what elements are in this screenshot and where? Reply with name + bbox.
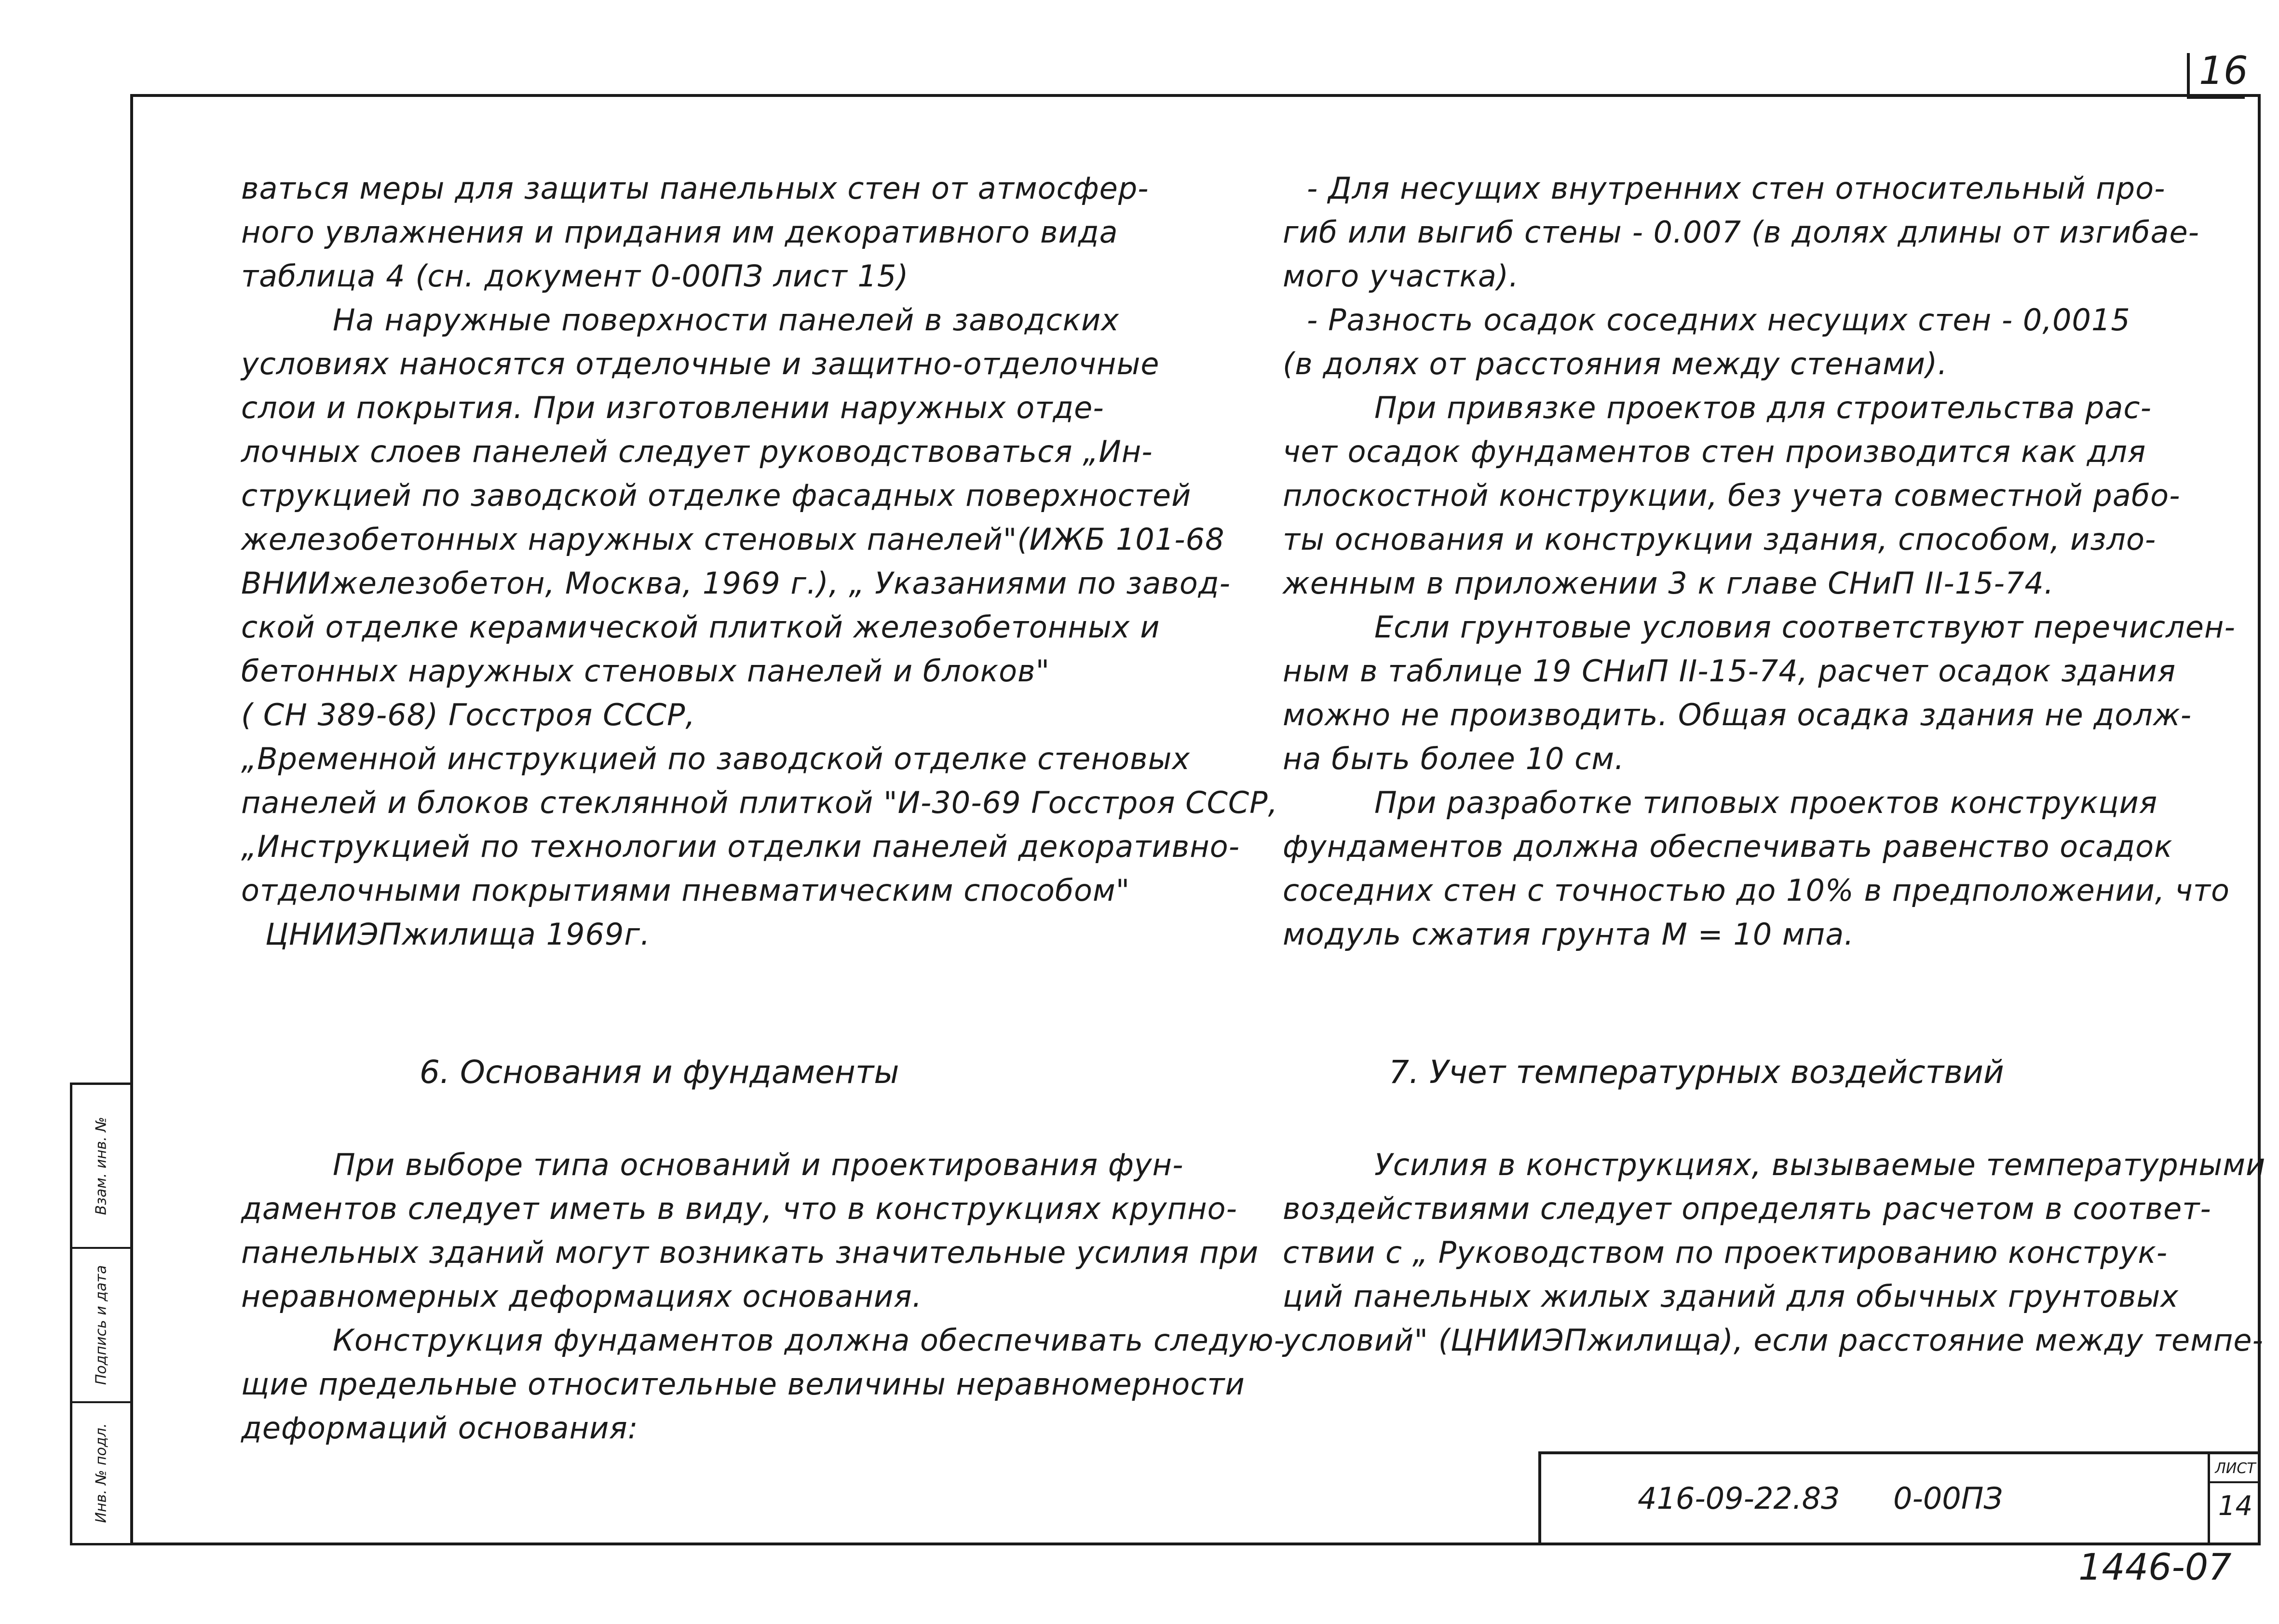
text-line: При привязке проектов для строительства рас- — [1374, 390, 2152, 425]
stamp-cell-signature-date — [72, 1249, 130, 1403]
project-code: 416-09-22.83 — [1638, 1481, 1840, 1516]
text-line: При выборе типа оснований и проектирования фун- — [333, 1147, 1184, 1182]
text-line: отделочными покрытиями пневматическим способом" — [241, 873, 1130, 908]
text-line: „Инструкцией по технологии отделки панелей декоративно- — [241, 829, 1240, 864]
text-line: ВНИИжелезобетон, Москва, 1969 г.), „ Указаниями по завод- — [241, 566, 1231, 601]
text-line: модуль сжатия грунта М = 10 мпа. — [1283, 917, 1854, 952]
text-line: ного увлажнения и придания им декоративного вида — [241, 215, 1118, 250]
text-line: деформаций основания: — [241, 1410, 638, 1446]
text-line: „Временной инструкцией по заводской отделке стеновых — [241, 741, 1191, 776]
text-line: плоскостной конструкции, без учета совместной рабо- — [1283, 478, 2181, 513]
text-line: слои и покрытия. При изготовлении наружных отде- — [241, 390, 1104, 425]
section-7-body — [1283, 1143, 2266, 1362]
text-line: ской отделке керамической плиткой железобетонных и — [241, 609, 1160, 645]
text-line: даментов следует иметь в виду, что в конструкциях крупно- — [241, 1191, 1237, 1226]
stamp-label: Взам. инв. № — [93, 1117, 110, 1215]
sheet-number: 14 — [2218, 1490, 2253, 1522]
section-6-body — [241, 1143, 1285, 1450]
text-line: На наружные поверхности панелей в заводских — [333, 302, 1120, 338]
stamp-label: Подпись и дата — [93, 1265, 110, 1385]
document-code: 0-00ПЗ — [1893, 1481, 2003, 1516]
text-line: чет осадок фундаментов стен производится как для — [1283, 434, 2146, 469]
page-number: 16 — [2199, 48, 2248, 93]
text-line: Конструкция фундаментов должна обеспечивать следую- — [333, 1323, 1285, 1358]
left-column — [241, 166, 1278, 956]
title-block — [1538, 1451, 2261, 1545]
text-line: таблица 4 (сн. документ 0-00ПЗ лист 15) — [241, 258, 909, 294]
text-line: лочных слоев панелей следует руководствоваться „Ин- — [241, 434, 1153, 469]
text-line: Усилия в конструкциях, вызываемые температурными — [1374, 1147, 2266, 1182]
text-line: бетонных наружных стеновых панелей и блоков" — [241, 653, 1050, 689]
text-line: струкцией по заводской отделке фасадных поверхностей — [241, 478, 1192, 513]
text-line: (в долях от расстояния между стенами). — [1283, 346, 1948, 381]
sheet-label: ЛИСТ — [2210, 1454, 2261, 1483]
right-column — [1283, 166, 2236, 956]
text-line: ты основания и конструкции здания, способом, изло- — [1283, 522, 2157, 557]
text-line: фундаментов должна обеспечивать равенство осадок — [1283, 829, 2173, 864]
text-line: ций панельных жилых зданий для обычных грунтовых — [1283, 1279, 2179, 1314]
text-line: ствии с „ Руководством по проектированию конструк- — [1283, 1235, 2168, 1270]
text-line: можно не производить. Общая осадка здания не долж- — [1283, 697, 2192, 732]
text-line: условиях наносятся отделочные и защитно-отделочные — [241, 346, 1160, 381]
text-line: гиб или выгиб стены - 0.007 (в долях длины от изгибае- — [1283, 215, 2200, 250]
section-6-heading: 6. Основания и фундаменты — [420, 1054, 899, 1091]
text-line: железобетонных наружных стеновых панелей"(ИЖБ 101-68 — [241, 522, 1225, 557]
text-line: ( СН 389-68) Госстроя СССР, — [241, 697, 696, 732]
text-line: ваться меры для защиты панельных стен от атмосфер- — [241, 171, 1149, 206]
text-line: неравномерных деформациях основания. — [241, 1279, 922, 1314]
text-line: ЦНИИЭПжилища 1969г. — [265, 917, 651, 952]
text-line: женным в приложении 3 к главе СНиП II-15-74. — [1283, 566, 2054, 601]
text-line: Если грунтовые условия соответствуют перечислен- — [1374, 609, 2236, 645]
text-line: щие предельные относительные величины неравномерности — [241, 1367, 1245, 1402]
text-line: мого участка). — [1283, 258, 1519, 294]
text-line: - Для несущих внутренних стен относительный про- — [1307, 171, 2166, 206]
text-line: воздействиями следует определять расчетом в соответ- — [1283, 1191, 2211, 1226]
text-line: панельных зданий могут возникать значительные усилия при — [241, 1235, 1259, 1270]
sheet-cell — [2208, 1454, 2261, 1545]
text-line: ным в таблице 19 СНиП II-15-74, расчет осадок здания — [1283, 653, 2176, 689]
stamp-cell-replaced-inv — [72, 1085, 130, 1249]
text-line: - Разность осадок соседних несущих стен - 0,0015 — [1307, 302, 2130, 338]
side-stamp — [70, 1083, 133, 1545]
archive-number: 1446-07 — [2078, 1545, 2232, 1588]
text-line: При разработке типовых проектов конструкция — [1374, 785, 2158, 820]
stamp-label: Инв. № подл. — [93, 1423, 110, 1523]
text-line: соседних стен с точностью до 10% в предположении, что — [1283, 873, 2230, 908]
text-line: панелей и блоков стеклянной плиткой "И-30-69 Госстроя СССР, — [241, 785, 1278, 820]
text-line: условий" (ЦНИИЭПжилища), если расстояние между темпе- — [1283, 1323, 2264, 1358]
text-line: на быть более 10 см. — [1283, 741, 1625, 776]
stamp-cell-original-inv — [72, 1403, 130, 1543]
section-7-heading: 7. Учет температурных воздействий — [1389, 1054, 2004, 1091]
